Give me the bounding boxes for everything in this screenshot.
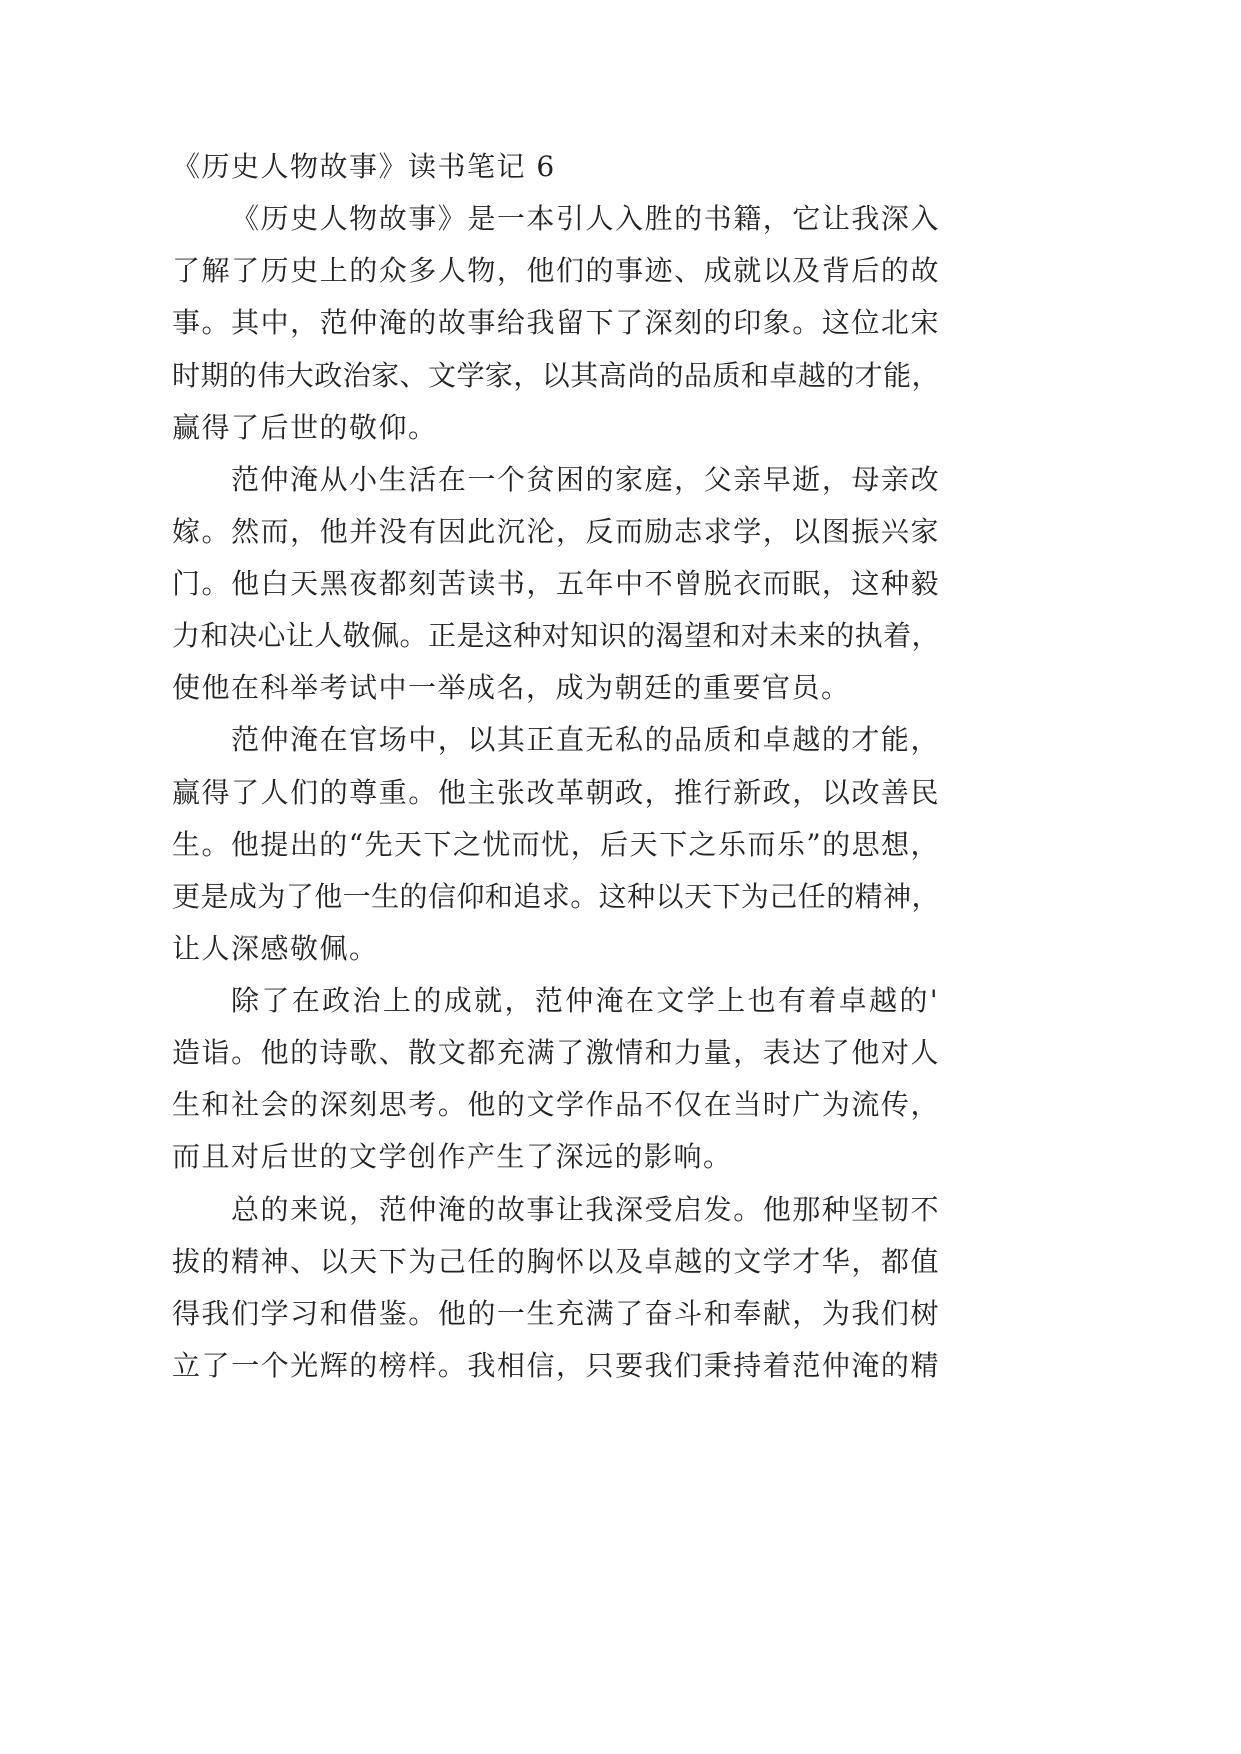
paragraph-line: 得我们学习和借鉴。他的一生充满了奋斗和奉献，为我们树 [172,1296,940,1330]
paragraph-line: 范仲淹从小生活在一个贫困的家庭，父亲早逝，母亲改 [231,462,940,496]
paragraph [172,714,940,975]
paragraph-line: 立了一个光辉的榜样。我相信，只要我们秉持着范仲淹的精 [172,1348,940,1382]
paragraph-line: 嫁。然而，他并没有因此沉沦，反而励志求学，以图振兴家 [172,514,940,548]
paragraph-line: 时期的伟大政治家、文学家，以其高尚的品质和卓越的才能， [172,358,940,392]
paragraph-line: 让人深感敬佩。 [172,931,379,965]
paragraph-line: 更是成为了他一生的信仰和追求。这种以天下为己任的精神， [172,879,940,913]
paragraph-line: 赢得了后世的敬仰。 [172,410,438,444]
paragraph-line: 范仲淹在官场中，以其正直无私的品质和卓越的才能， [231,723,940,757]
paragraph-line: 生。他提出的“先天下之忧而忧，后天下之乐而乐”的思想， [172,827,940,861]
paragraph-line: 而且对后世的文学创作产生了深远的影响。 [172,1140,733,1174]
paragraph [172,975,940,1184]
paragraph-line: 拔的精神、以天下为己任的胸怀以及卓越的文学才华，都值 [172,1244,940,1278]
paragraph-line: 事。其中，范仲淹的故事给我留下了深刻的印象。这位北宋 [172,306,940,340]
paragraph-line: 力和决心让人敬佩。正是这种对知识的渴望和对未来的执着， [172,619,940,653]
paragraph-line: 生和社会的深刻思考。他的文学作品不仅在当时广为流传， [172,1088,940,1122]
paragraph [172,1184,940,1393]
paragraph [172,454,940,715]
paragraph-line: 造诣。他的诗歌、散文都充满了激情和力量，表达了他对人 [172,1036,940,1070]
paragraph-line: 赢得了人们的尊重。他主张改革朝政，推行新政，以改善民 [172,775,940,809]
paragraph-line: 使他在科举考试中一举成名，成为朝廷的重要官员。 [172,671,851,705]
paragraph-line: 门。他白天黑夜都刻苦读书，五年中不曾脱衣而眠，这种毅 [172,567,940,600]
paragraph-line: 除了在政治上的成就，范仲淹在文学上也有着卓越的' [231,984,940,1017]
paragraph [172,193,940,454]
document-title: 《历史人物故事》读书笔记 6 [172,150,556,183]
paragraph-line: 《历史人物故事》是一本引人入胜的书籍，它让我深入 [231,202,940,236]
document-body [172,141,940,1392]
paragraph-line: 了解了历史上的众多人物，他们的事迹、成就以及背后的故 [172,254,940,288]
paragraph-line: 总的来说，范仲淹的故事让我深受启发。他那种坚韧不 [231,1192,940,1226]
